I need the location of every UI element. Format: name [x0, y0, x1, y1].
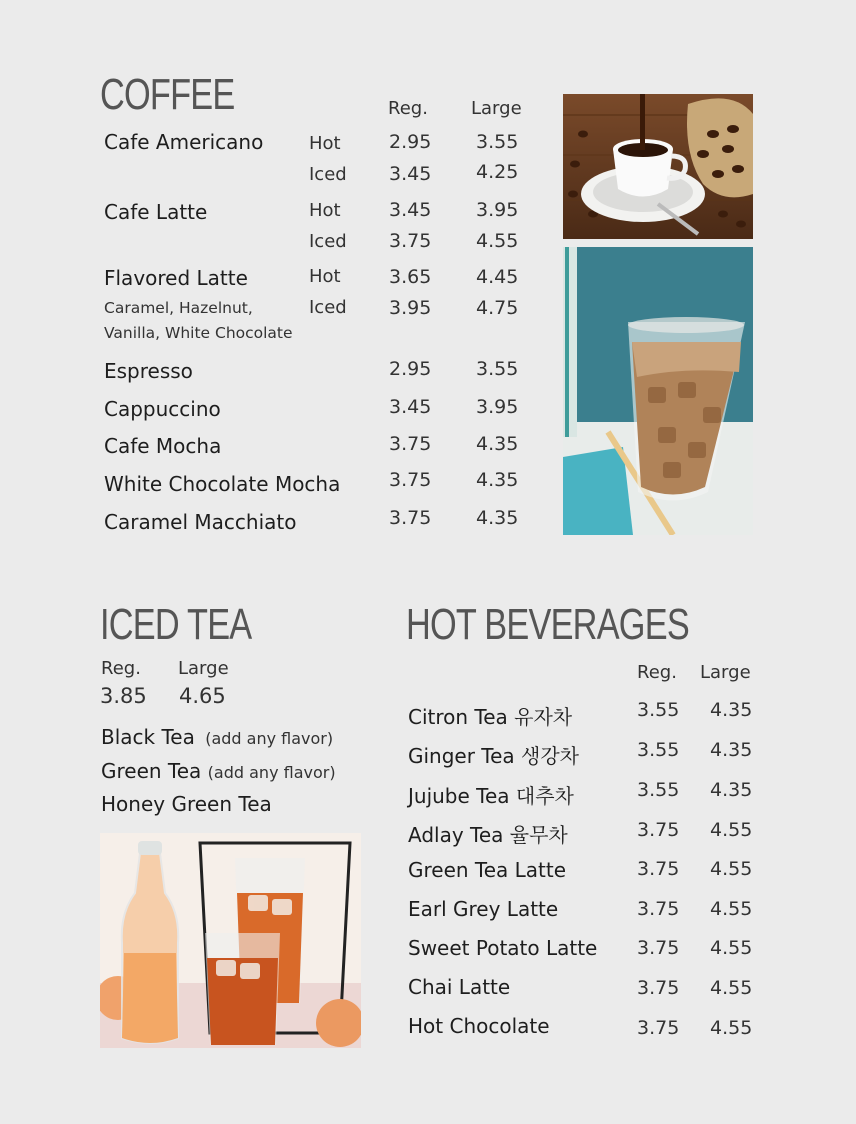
flavor-options-line-2: Vanilla, White Chocolate — [104, 324, 293, 342]
coffee-large-price: 4.45 — [476, 266, 519, 288]
hot-beverage-large-price: 4.55 — [710, 977, 753, 999]
coffee-reg-price: 2.95 — [389, 358, 432, 380]
hot-beverage-reg-price: 3.55 — [637, 699, 680, 721]
coffee-title: COFFEE — [100, 70, 235, 119]
coffee-reg-header: Reg. — [388, 98, 428, 119]
coffee-item-variant: Iced — [309, 164, 347, 185]
iced-tea-reg-header: Reg. — [101, 658, 141, 679]
coffee-reg-price: 3.75 — [389, 230, 432, 252]
coffee-item-name: White Chocolate Mocha — [104, 472, 341, 496]
hot-beverage-name: Jujube Tea 대추차 — [408, 784, 574, 808]
coffee-item-variant: Hot — [309, 200, 341, 221]
iced-tea-large-price: 4.65 — [179, 684, 226, 708]
hot-beverage-large-price: 4.55 — [710, 858, 753, 880]
iced-latte-photo — [563, 247, 753, 535]
iced-tea-item-note: (add any flavor) — [205, 729, 334, 748]
coffee-large-price: 4.55 — [476, 230, 519, 252]
iced-tea-item — [101, 725, 333, 749]
coffee-large-price: 3.55 — [476, 358, 519, 380]
hot-beverage-reg-price: 3.55 — [637, 739, 680, 761]
hot-beverage-reg-price: 3.75 — [637, 977, 680, 999]
coffee-reg-price: 3.75 — [389, 469, 432, 491]
iced-tea-large-header: Large — [178, 658, 229, 679]
coffee-large-price: 3.55 — [476, 131, 519, 153]
coffee-item-variant: Hot — [309, 266, 341, 287]
hot-beverage-name: Sweet Potato Latte — [408, 936, 598, 960]
iced-tea-item-name: Green Tea — [101, 759, 202, 783]
hot-beverage-large-price: 4.55 — [710, 819, 753, 841]
iced-tea-photo — [100, 833, 361, 1048]
iced-tea-title: ICED TEA — [100, 600, 252, 649]
coffee-reg-price: 3.95 — [389, 297, 432, 319]
coffee-item-name: Cappuccino — [104, 397, 221, 421]
coffee-item-name: Caramel Macchiato — [104, 510, 297, 534]
coffee-item-name: Flavored Latte — [104, 266, 248, 290]
hot-beverage-name: Ginger Tea 생강차 — [408, 744, 580, 768]
coffee-large-header: Large — [471, 98, 522, 119]
coffee-large-price: 4.35 — [476, 507, 519, 529]
hot-beverage-reg-price: 3.75 — [637, 937, 680, 959]
hot-beverage-reg-price: 3.75 — [637, 898, 680, 920]
flavor-options-line-1: Caramel, Hazelnut, — [104, 299, 253, 317]
coffee-reg-price: 3.45 — [389, 396, 432, 418]
coffee-large-price: 4.75 — [476, 297, 519, 319]
hot-beverage-name: Chai Latte — [408, 975, 511, 999]
hot-beverage-large-price: 4.55 — [710, 1017, 753, 1039]
hot-beverage-large-price: 4.35 — [710, 739, 753, 761]
coffee-item-variant: Hot — [309, 133, 341, 154]
coffee-reg-price: 3.45 — [389, 199, 432, 221]
hot-coffee-photo — [563, 94, 753, 239]
coffee-item-name: Cafe Latte — [104, 200, 208, 224]
coffee-reg-price: 3.75 — [389, 433, 432, 455]
iced-tea-item-name: Honey Green Tea — [101, 792, 272, 816]
coffee-item-variant: Iced — [309, 231, 347, 252]
hot-beverages-large-header: Large — [700, 662, 751, 683]
hot-beverage-name: Green Tea Latte — [408, 858, 567, 882]
iced-tea-item-name: Black Tea — [101, 725, 195, 749]
hot-beverage-large-price: 4.55 — [710, 937, 753, 959]
coffee-large-price: 4.35 — [476, 433, 519, 455]
coffee-item-variant: Iced — [309, 297, 347, 318]
coffee-item-name: Espresso — [104, 359, 193, 383]
coffee-item-name: Cafe Americano — [104, 130, 264, 154]
hot-beverage-reg-price: 3.55 — [637, 779, 680, 801]
hot-beverage-reg-price: 3.75 — [637, 819, 680, 841]
hot-beverage-reg-price: 3.75 — [637, 858, 680, 880]
coffee-large-price: 4.25 — [476, 161, 519, 183]
coffee-large-price: 4.35 — [476, 469, 519, 491]
hot-beverage-reg-price: 3.75 — [637, 1017, 680, 1039]
coffee-reg-price: 3.75 — [389, 507, 432, 529]
coffee-reg-price: 2.95 — [389, 131, 432, 153]
coffee-item-name: Cafe Mocha — [104, 434, 222, 458]
hot-beverage-large-price: 4.35 — [710, 699, 753, 721]
hot-beverage-large-price: 4.35 — [710, 779, 753, 801]
coffee-large-price: 3.95 — [476, 396, 519, 418]
coffee-reg-price: 3.45 — [389, 163, 432, 185]
hot-beverages-title: HOT BEVERAGES — [406, 600, 689, 649]
hot-beverage-name: Earl Grey Latte — [408, 897, 559, 921]
iced-tea-item-note: (add any flavor) — [207, 763, 336, 782]
hot-beverage-name: Citron Tea 유자차 — [408, 705, 573, 729]
hot-beverages-reg-header: Reg. — [637, 662, 677, 683]
hot-beverage-name: Hot Chocolate — [408, 1014, 550, 1038]
iced-tea-item — [101, 792, 272, 816]
hot-beverage-name: Adlay Tea 율무차 — [408, 823, 568, 847]
coffee-large-price: 3.95 — [476, 199, 519, 221]
coffee-reg-price: 3.65 — [389, 266, 432, 288]
iced-tea-reg-price: 3.85 — [100, 684, 147, 708]
iced-tea-item — [101, 759, 336, 783]
hot-beverage-large-price: 4.55 — [710, 898, 753, 920]
